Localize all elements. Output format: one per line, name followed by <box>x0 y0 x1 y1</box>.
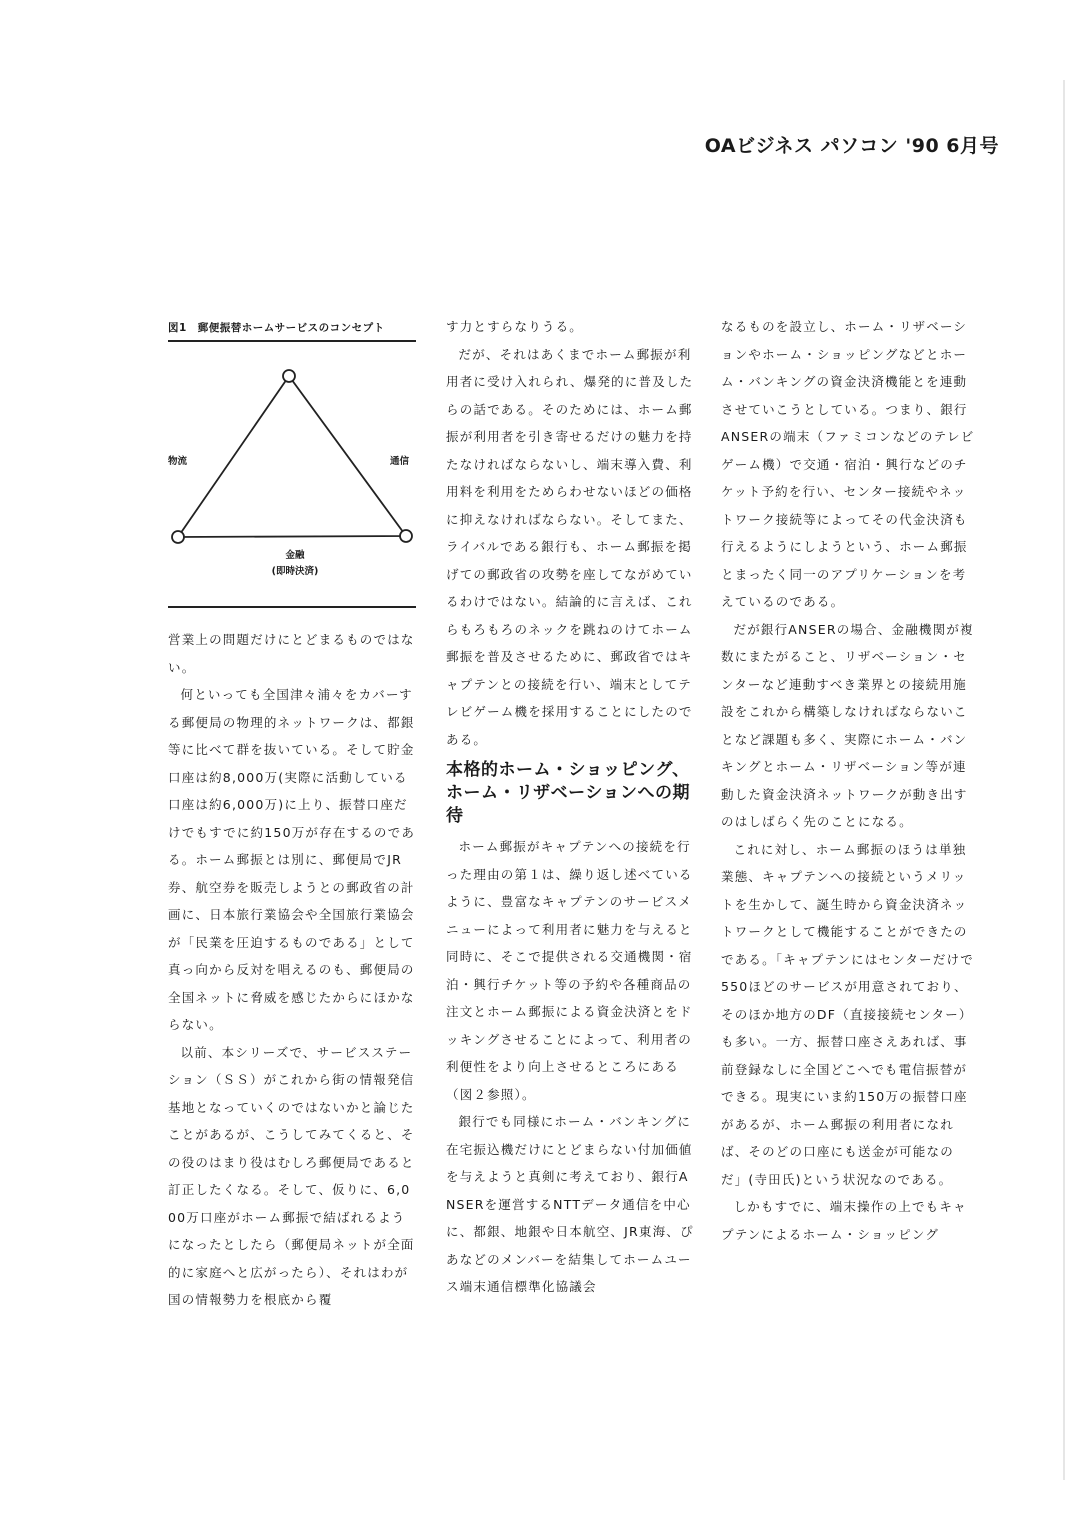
column-1 <box>168 626 416 1314</box>
section-subheading: 本格的ホーム・ショッピング、ホーム・リザベーションへの期待 <box>446 760 690 826</box>
column-2-continued <box>446 833 696 1301</box>
col1-paragraph-1: 営業上の問題だけにとどまるものではない。 <box>168 632 415 675</box>
page-edge-line <box>1063 80 1065 1480</box>
col1-paragraph-2: 何といっても全国津々浦々をカバーする郵便局の物理的ネットワークは、都銀等に比べて群を抜いている。そして貯金口座は約8,000万(実際に活動している口座は約6,000万)に上り、振替口座だけでもすでに約150万が存在するのである。ホーム郵振とは別に、郵便局でJR券、航空券を販売しようとの郵政省の計画に、日本旅行業協会や全国旅行業協会が「民業を圧迫するものである」として真っ向から反対を唱えるのも、郵便局の全国ネットに脅威を感じたからにほかならない。 <box>168 687 416 1032</box>
figure-label-logistics: 物流 <box>168 456 188 467</box>
col3-paragraph-1: なるものを設立し、ホーム・リザベーションやホーム・ショッピングなどとホーム・バンキングの資金決済機能とを連動させていこうとしている。つまり、銀行ANSERの端末（ファミコンなどのテレビゲーム機）で交通・宿泊・興行などのチケット予約を行い、センター接続やネットワーク接続等によってその代金決済も行えるようにしようという、ホーム郵振とまったく同一のアプリケーションを考えているのである。 <box>721 319 975 609</box>
figure-label-finance <box>270 548 320 580</box>
col3-paragraph-4: しかもすでに、端末操作の上でもキャプテンによるホーム・ショッピング <box>721 1199 967 1242</box>
column-3 <box>721 313 975 1248</box>
col3-paragraph-2: だが銀行ANSERの場合、金融機関が複数にまたがること、リザベーション・センターなど連動すべき業界との接続用施設をこれから構築しなければならないことなど課題も多く、実際にホーム・バンキングとホーム・リザベーション等が連動した資金決済ネットワークが動き出すのはしばらく先のことになる。 <box>721 621 974 829</box>
col2-paragraph-1: す力とすらなりうる。 <box>446 319 584 334</box>
vertex-left-node <box>172 531 184 543</box>
col2-paragraph-3: ホーム郵振がキャプテンへの接続を行った理由の第１は、繰り返し述べているように、豊富なキャプテンのサービスメニューによって利用者に魅力を与えると同時に、そこで提供される交通機関・宿泊・興行チケット等の予約や各種商品の注文とホーム郵振による資金決済とをドッキングさせることによって、利用者の利便性をより向上させるところにある（図２参照）。 <box>446 839 693 1102</box>
magazine-header: OAビジネス パソコン '90 6月号 <box>704 135 999 157</box>
figure-label-finance-main: 金融 <box>285 550 305 561</box>
figure-label-finance-sub: (即時決済) <box>271 566 319 577</box>
col1-paragraph-3: 以前、本シリーズで、サービスステーション（ＳＳ）がこれから街の情報発信基地となっていくのではないかと論じたことがあるが、こうしてみてくると、その役のはまり役はむしろ郵便局であると訂正したくなる。そして、仮りに、6,000万口座がホーム郵振で結ばれるようになったとしたら（郵便局ネットが全面的に家庭へと広がったら）、それはわが国の情報勢力を根底から覆 <box>168 1044 415 1307</box>
vertex-top-node <box>283 370 295 382</box>
figure-title: 図1 郵便振替ホームサービスのコンセプト <box>168 322 385 334</box>
column-2 <box>446 313 696 753</box>
triangle-outline <box>178 376 406 537</box>
col2-paragraph-4: 銀行でも同様にホーム・バンキングに在宅振込機だけにとどまらない付加価値を与えようと真剣に考えており、銀行ANSERを運営するNTTデータ通信を中心に、都銀、地銀や日本航空、JR東海、ぴあなどのメンバーを結集してホームユース端末通信標準化協議会 <box>446 1114 694 1294</box>
figure-bottom-rule <box>168 606 416 608</box>
col3-paragraph-3: これに対し、ホーム郵振のほうは単独業態、キャプテンへの接続というメリットを生かして、誕生時から資金決済ネットワークとして機能することができたのである。「キャプテンにはセンターだけで550ほどのサービスが用意されており、そのほか地方のDF（直接接続センター）も多い。一方、振替口座さえあれば、事前登録なしに全国どこへでも電信振替ができる。現実にいま約150万の振替口座があるが、ホーム郵振の利用者になれば、そのどの口座にも送金が可能なのだ」(寺田氏)という状況なのである。 <box>721 841 974 1187</box>
col2-paragraph-2: だが、それはあくまでホーム郵振が利用者に受け入れられ、爆発的に普及したらの話である。そのためには、ホーム郵振が利用者を引き寄せるだけの魅力を持たなければならないし、端末導入費、利用料を利用をためらわせないほどの価格に抑えなければならない。そしてまた、ライバルである銀行も、ホーム郵振を掲げての郵政省の攻勢を座してながめているわけではない。結論的に言えば、これらもろもろのネックを跳ねのけてホーム郵振を普及させるために、郵政省ではキャプテンとの接続を行い、端末としてテレビゲーム機を採用することにしたのである。 <box>446 346 694 747</box>
figure-label-communication: 通信 <box>390 456 410 467</box>
vertex-right-node <box>400 530 412 542</box>
